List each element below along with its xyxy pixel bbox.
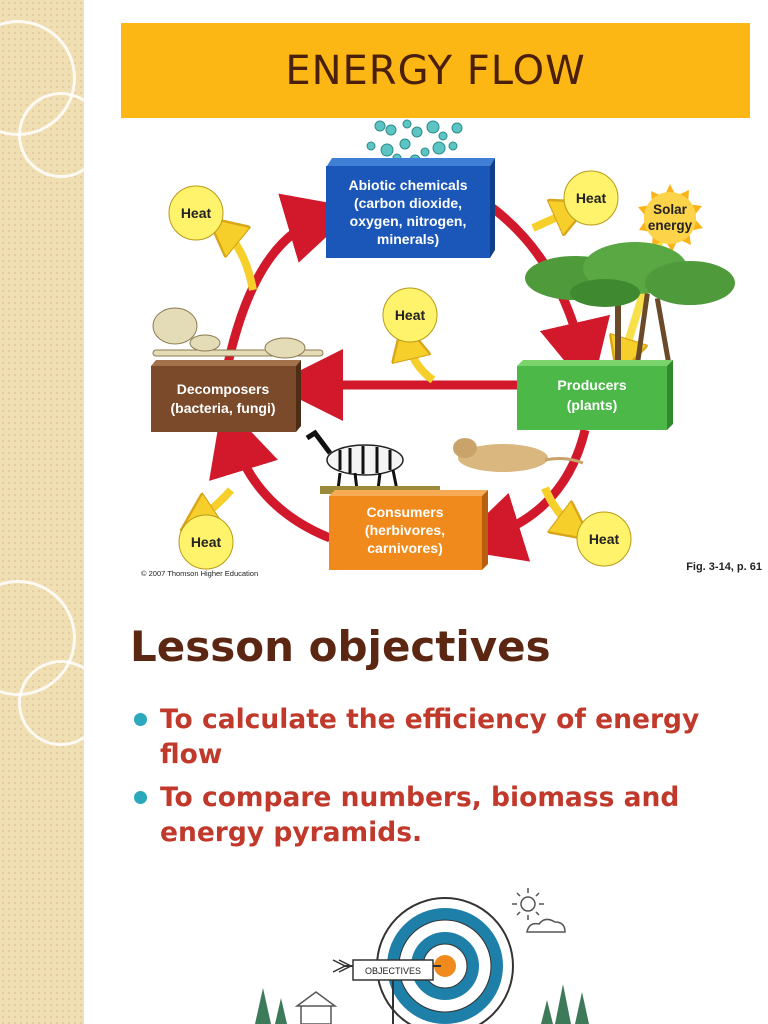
solar-energy-label: energy <box>647 218 693 233</box>
cloud-icon <box>527 919 565 932</box>
producers-label: (plants) <box>566 397 618 413</box>
sun-icon <box>512 888 544 920</box>
consumers-box <box>329 490 488 570</box>
decomposers-box <box>151 360 301 432</box>
energy-flow-diagram <box>135 118 768 583</box>
consumers-label: carnivores) <box>367 540 443 556</box>
figure-reference: Fig. 3-14, p. 61 <box>686 561 762 573</box>
abiotic-label: (carbon dioxide, <box>353 195 463 211</box>
decomposers-label: Decomposers <box>176 381 270 397</box>
list-item <box>134 702 734 772</box>
consumers-label: (herbivores, <box>364 522 446 538</box>
list-item <box>134 780 734 850</box>
heat-label: Heat <box>190 534 222 550</box>
zebra-icon <box>307 433 403 490</box>
lion-icon <box>453 438 583 472</box>
abiotic-label: Abiotic chemicals <box>348 177 468 193</box>
heat-circle <box>577 512 631 566</box>
heat-circle <box>179 515 233 569</box>
decorative-ring <box>18 660 104 746</box>
heat-circle <box>169 186 223 240</box>
heat-circle <box>564 171 618 225</box>
heat-label: Heat <box>180 205 212 221</box>
heat-label: Heat <box>575 190 607 206</box>
house-icon <box>297 992 335 1024</box>
title-banner <box>121 23 750 118</box>
bullet-icon <box>134 713 147 726</box>
objective-text: To compare numbers, biomass and energy pyramids. <box>160 782 680 848</box>
objective-text: To calculate the efficiency of energy flow <box>160 704 700 770</box>
decorative-ring <box>18 92 104 178</box>
abiotic-chemicals-box <box>326 158 495 258</box>
objectives-list <box>134 702 734 858</box>
consumers-label: Consumers <box>366 504 444 520</box>
objectives-sign-label: OBJECTIVES <box>364 966 422 976</box>
target-illustration <box>245 880 625 1024</box>
bullet-icon <box>134 791 147 804</box>
copyright-caption: © 2007 Thomson Higher Education <box>141 569 259 578</box>
sun-icon <box>638 184 703 252</box>
heat-label: Heat <box>588 531 620 547</box>
heat-label: Heat <box>394 307 426 323</box>
abiotic-label: oxygen, nitrogen, <box>349 213 467 229</box>
decomposers-label: (bacteria, fungi) <box>170 400 276 416</box>
producers-box <box>517 360 673 430</box>
solar-energy-label: Solar <box>653 202 687 217</box>
abiotic-label: minerals) <box>376 231 440 247</box>
slide-title: ENERGY FLOW <box>285 47 586 94</box>
heat-circle <box>383 288 437 342</box>
producers-label: Producers <box>557 377 627 393</box>
decorative-sidebar <box>0 0 84 1024</box>
lesson-objectives-heading: Lesson objectives <box>130 622 551 671</box>
